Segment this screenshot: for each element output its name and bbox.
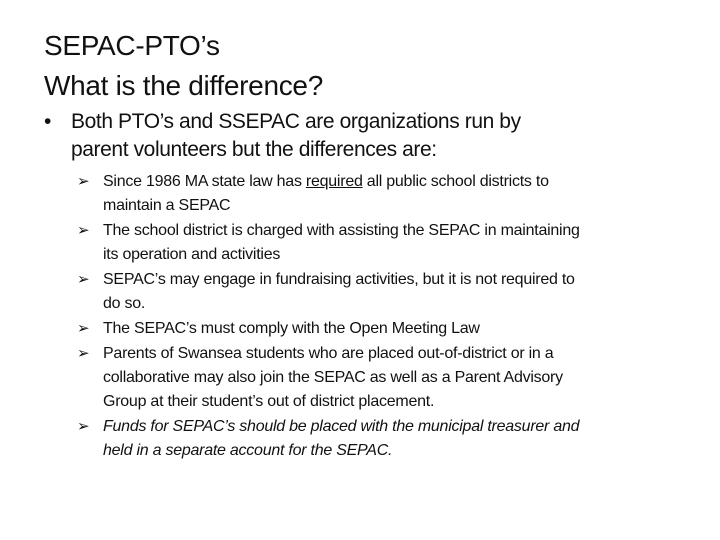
sub-bullet-5 xyxy=(77,342,580,414)
sub-bullet-3 xyxy=(77,268,580,316)
arrow-bullet-icon: ➢ xyxy=(77,345,90,362)
arrow-bullet-icon: ➢ xyxy=(77,271,90,288)
sub-bullet-2 xyxy=(77,219,580,267)
underlined-word: required xyxy=(305,173,363,190)
text: collaborative may also join the SEPAC as well as a Parent Advisory xyxy=(103,369,563,386)
arrow-bullet-icon: ➢ xyxy=(77,173,90,190)
text: SEPAC’s may engage in fundraising activities, but it is not required to xyxy=(103,271,575,288)
title-line-1: SEPAC-PTO’s xyxy=(44,30,220,61)
sub-bullet-1 xyxy=(77,170,580,218)
text: The SEPAC’s must comply with the Open Meeting Law xyxy=(103,320,480,337)
main-bullet xyxy=(44,108,521,164)
text: Group at their student’s out of district placement. xyxy=(103,393,435,410)
arrow-bullet-icon: ➢ xyxy=(77,222,90,239)
sub-bullet-list xyxy=(77,170,580,464)
text: Parents of Swansea students who are placed out-of-district or in a xyxy=(103,345,554,362)
text: held in a separate account for the SEPAC. xyxy=(103,442,393,459)
text: do so. xyxy=(103,295,146,312)
sub-bullet-4 xyxy=(77,317,580,341)
text: The school district is charged with assisting the SEPAC in maintaining xyxy=(103,222,580,239)
arrow-bullet-icon: ➢ xyxy=(77,320,90,337)
sub-bullet-6 xyxy=(77,415,580,463)
text: maintain a SEPAC xyxy=(103,197,231,214)
text: Since 1986 MA state law has xyxy=(103,173,306,190)
bullet-dot-icon: • xyxy=(44,110,51,133)
title-line-2: What is the difference? xyxy=(44,70,323,101)
main-bullet-line-2: parent volunteers but the differences are: xyxy=(71,138,437,161)
slide-title xyxy=(44,26,323,106)
text: all public school districts to xyxy=(362,173,549,190)
main-bullet-line-1: Both PTO’s and SSEPAC are organizations run by xyxy=(71,110,521,133)
text: Funds for SEPAC’s should be placed with the municipal treasurer and xyxy=(103,418,580,435)
text: its operation and activities xyxy=(103,246,281,263)
arrow-bullet-icon: ➢ xyxy=(77,418,90,435)
